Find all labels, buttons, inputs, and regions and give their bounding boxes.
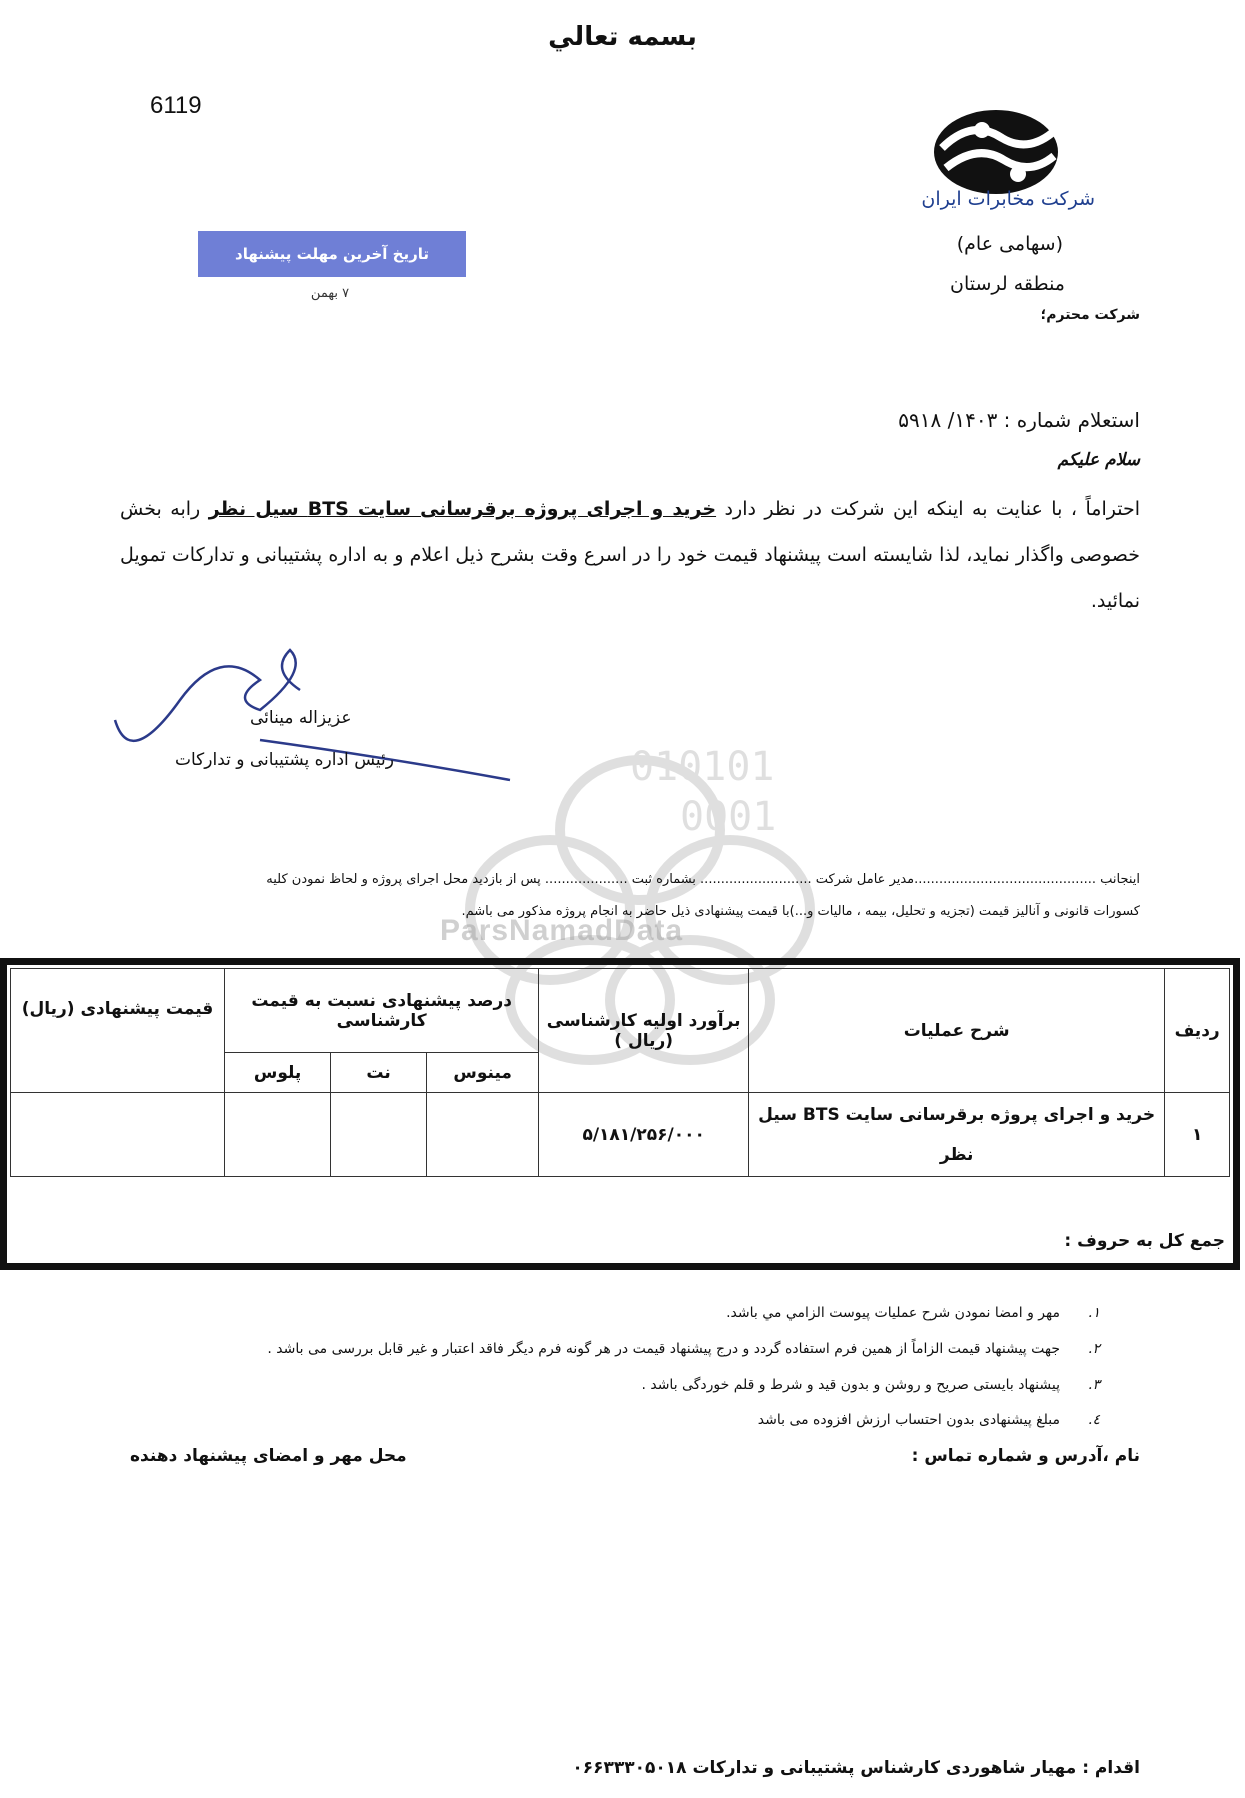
total-in-words-label: جمع کل به حروف : bbox=[1064, 1231, 1225, 1251]
table-row bbox=[11, 1093, 1230, 1177]
cell-plus bbox=[225, 1093, 331, 1177]
header-percent: درصد پیشنهادی نسبت به قیمت کارشناسی bbox=[225, 969, 539, 1053]
header-plus: پلوس bbox=[225, 1053, 331, 1093]
note-text: مبلغ پیشنهادی بدون احتساب ارزش افزوده می باشد bbox=[757, 1412, 1060, 1428]
company-region: منطقه لرستان bbox=[949, 273, 1065, 295]
deadline-date: ۷ بهمن bbox=[310, 286, 350, 301]
svg-text:0001: 0001 bbox=[680, 794, 777, 840]
letter-body-start: احتراماً ، با عنایت به اینکه این شرکت در نظر دارد bbox=[716, 498, 1140, 520]
project-title-highlight: خرید و اجرای پروژه برقرسانی سایت BTS سیل نظر bbox=[208, 498, 717, 520]
recipient-greeting: شرکت محترم؛ bbox=[1040, 307, 1140, 323]
document-heading: بسمه تعالي bbox=[548, 22, 697, 52]
note-number: ۲. bbox=[1088, 1341, 1100, 1357]
contact-info-label: نام ،آدرس و شماره تماس : bbox=[911, 1446, 1140, 1466]
header-minus: مینوس bbox=[427, 1053, 539, 1093]
signatory-title: رئیس اداره پشتیبانی و تدارکات bbox=[175, 750, 394, 770]
deadline-banner: تاریخ آخرین مهلت پیشنهاد bbox=[198, 231, 466, 277]
header-net: نت bbox=[331, 1053, 427, 1093]
company-type: (سهامی عام) bbox=[956, 233, 1063, 255]
letter-body bbox=[120, 486, 1140, 624]
note-number: ٤. bbox=[1088, 1412, 1100, 1428]
cell-net bbox=[331, 1093, 427, 1177]
svg-text:010101: 010101 bbox=[630, 744, 775, 790]
header-price: قیمت پیشنهادی (ریال) bbox=[11, 969, 225, 1093]
salutation: سلام علیکم bbox=[1057, 450, 1140, 470]
note-item bbox=[267, 1341, 1100, 1357]
watermark-brand-text: ParsNamadData bbox=[440, 914, 684, 947]
document-number: 6119 bbox=[150, 92, 202, 119]
note-number: ۱. bbox=[1088, 1305, 1100, 1321]
cell-row-number: ۱ bbox=[1165, 1093, 1230, 1177]
note-item bbox=[726, 1305, 1100, 1321]
note-text: پیشنهاد بایستی صریح و روشن و بدون قید و شرط و قلم خوردگی باشد . bbox=[641, 1377, 1060, 1393]
inquiry-number: استعلام شماره : ۱۴۰۳/ ۵۹۱۸ bbox=[898, 408, 1140, 432]
note-item bbox=[758, 1412, 1100, 1428]
stamp-signature-label: محل مهر و امضای پیشنهاد دهنده bbox=[130, 1446, 407, 1466]
cell-price bbox=[11, 1093, 225, 1177]
header-estimate: برآورد اولیه کارشناسی (ریال ) bbox=[539, 969, 749, 1093]
cell-minus bbox=[427, 1093, 539, 1177]
header-row-number: ردیف bbox=[1165, 969, 1230, 1093]
company-name: شرکت مخابرات ایران bbox=[921, 188, 1095, 210]
price-table bbox=[10, 968, 1230, 1177]
letter-body-end: رابه بخش خصوصی واگذار نماید، لذا شایسته است پیشنهاد قیمت خود را در اسرع وقت بشرح ذیل اعلام و به اداره پشتیبانی و تدارکات تمویل نمائید. bbox=[120, 498, 1140, 612]
declaration-line-1: اینجانب ............................................مدیر عامل شرکت ........................... بشماره ثبت .................... پس از بازدید محل اجرای پروژه و لحاظ نمودن کلیه bbox=[266, 872, 1140, 887]
price-form-frame bbox=[0, 958, 1240, 1270]
header-description: شرح عملیات bbox=[749, 969, 1165, 1093]
tci-logo-icon bbox=[932, 108, 1060, 196]
action-officer: اقدام : مهیار شاهوردی کارشناس پشتیبانی و تدارکات ۰۶۶۳۳۳۰۵۰۱۸ bbox=[572, 1758, 1140, 1778]
note-text: مهر و امضا نمودن شرح عملیات پیوست الزامي مي باشد. bbox=[726, 1305, 1060, 1321]
note-item bbox=[641, 1377, 1100, 1393]
declaration-line-2: کسورات قانونی و آنالیز قیمت (تجزیه و تحلیل، بیمه ، مالیات و...)با قیمت پیشنهادی ذیل حاضر به انجام پروژه مذکور می باشم. bbox=[461, 904, 1140, 919]
note-text: جهت پیشنهاد قیمت الزاماً از همین فرم استفاده گردد و درج پیشنهاد قیمت در هر گونه فرم دیگر فاقد اعتبار و غیر قابل بررسی می باشد . bbox=[267, 1341, 1060, 1357]
signatory-name: عزیزاله مینائی bbox=[250, 708, 352, 728]
cell-estimate: ۵/۱۸۱/۲۵۶/۰۰۰ bbox=[539, 1093, 749, 1177]
cell-description: خرید و اجرای پروژه برقرسانی سایت BTS سیل نظر bbox=[749, 1093, 1165, 1177]
note-number: ۳. bbox=[1088, 1377, 1100, 1393]
